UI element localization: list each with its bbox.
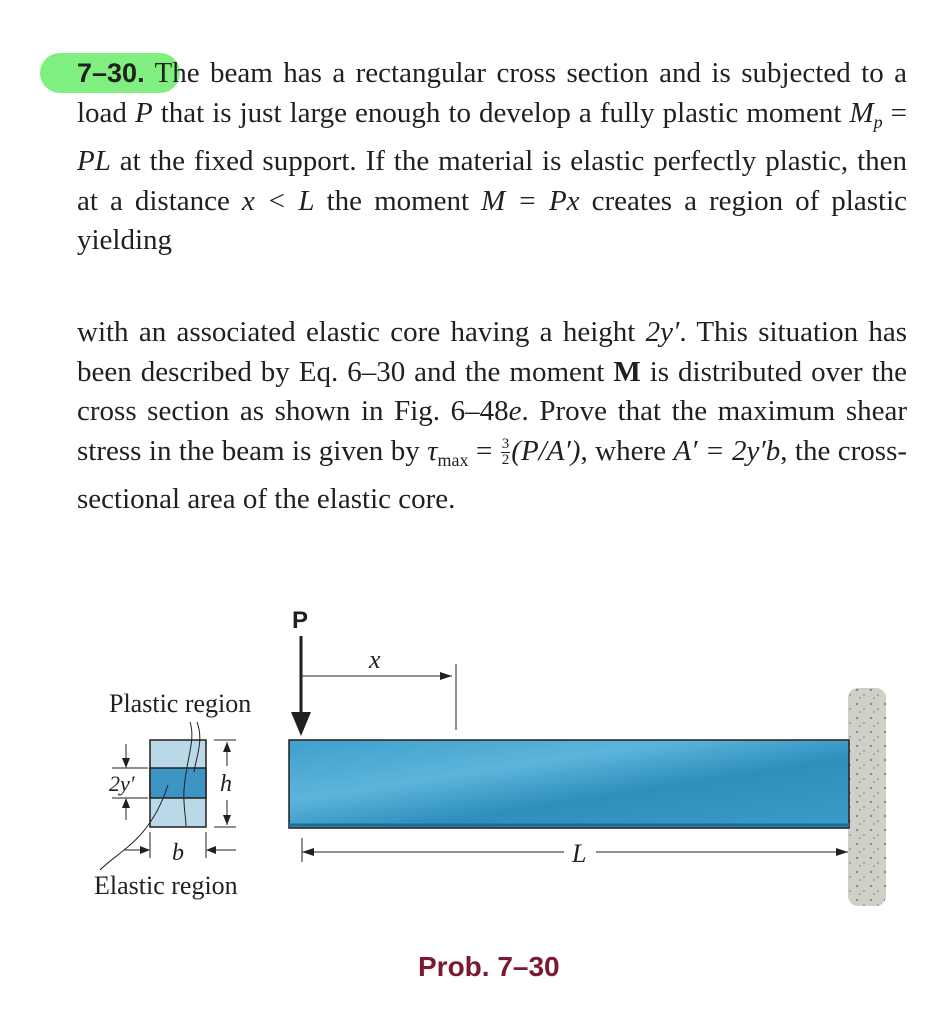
text-line-7a: situation has been described by Eq. 6–30 and the moment	[77, 316, 908, 388]
x-dimension-arrowhead	[440, 672, 452, 680]
problem-number: 7–30.	[77, 58, 145, 88]
text-line-5a: the moment	[326, 184, 482, 217]
beam	[289, 740, 849, 828]
equals-sign-2: =	[468, 434, 500, 467]
text-line-2b: that is just large enough to develop a	[152, 96, 592, 129]
text-line-2a: subjected to a load	[77, 57, 907, 129]
fraction-denominator: 2	[501, 452, 510, 469]
h-label: h	[220, 771, 232, 797]
fraction-numerator: 3	[501, 436, 510, 453]
text-line-1: The beam has a rectangular cross section and is	[154, 57, 731, 89]
plastic-region-label: Plastic region	[109, 689, 252, 718]
text-line-3c: at the fixed support. If the	[110, 145, 430, 177]
text-line-4a: material is elastic perfectly plastic, then at a distance	[77, 145, 907, 217]
elastic-region-label: Elastic region	[94, 871, 238, 900]
b-arrowhead-left	[140, 846, 150, 854]
moment-subscript: p	[873, 111, 883, 132]
tau-subscript: max	[437, 449, 469, 470]
fig-e: e	[508, 395, 522, 427]
p-over-a: (P/A′)	[511, 434, 581, 467]
text-line-8b: .	[521, 395, 529, 427]
text-line-11: area of the elastic core.	[187, 483, 456, 515]
fixed-support-wall	[848, 688, 886, 906]
two-y-arrowhead-top	[122, 758, 130, 768]
two-y-label: 2y′	[109, 771, 135, 796]
load-symbol: P	[134, 96, 153, 129]
two-y-arrowhead-bottom	[122, 798, 130, 808]
text-line-8a: is distributed over the cross section as shown in Fig. 6–48	[77, 355, 907, 427]
load-label: P	[292, 607, 309, 634]
text-line-10a: by	[390, 434, 428, 467]
pl-symbol: PL	[77, 145, 111, 177]
text-line-10b: , where	[580, 434, 674, 467]
x-label: x	[369, 645, 381, 674]
l-label: L	[572, 839, 587, 868]
cross-section-elastic-core	[150, 768, 206, 798]
h-arrowhead-top	[223, 742, 231, 752]
moment-symbol: M	[849, 96, 874, 129]
b-label: b	[172, 840, 184, 866]
a-prime-definition: A′ = 2y′b	[673, 434, 781, 467]
text-line-5b: creates a region of plastic yielding	[77, 184, 908, 256]
two-y-symbol: 2y′	[645, 316, 680, 348]
h-arrowhead-bottom	[223, 815, 231, 825]
b-arrowhead-right	[206, 846, 216, 854]
text-line-6a: with an associated elastic core having a height	[77, 316, 646, 348]
text-line-6b: . This	[679, 316, 748, 348]
equals-sign: =	[882, 96, 908, 129]
l-arrowhead-left	[302, 848, 314, 856]
x-lt-l: x < L	[241, 184, 315, 217]
l-arrowhead-right	[836, 848, 848, 856]
moment-bold: M	[613, 355, 641, 388]
text-line-10c: , the cross-sectional	[77, 434, 908, 515]
text-line-3a: fully plastic moment	[599, 96, 850, 129]
tau-symbol: τ	[427, 434, 438, 467]
m-eq-px: M = Px	[481, 184, 580, 217]
load-arrow-head	[291, 712, 311, 736]
text-line-9: Prove that the maximum shear stress in the beam is given	[77, 395, 908, 467]
figure-caption: Prob. 7–30	[418, 951, 560, 982]
